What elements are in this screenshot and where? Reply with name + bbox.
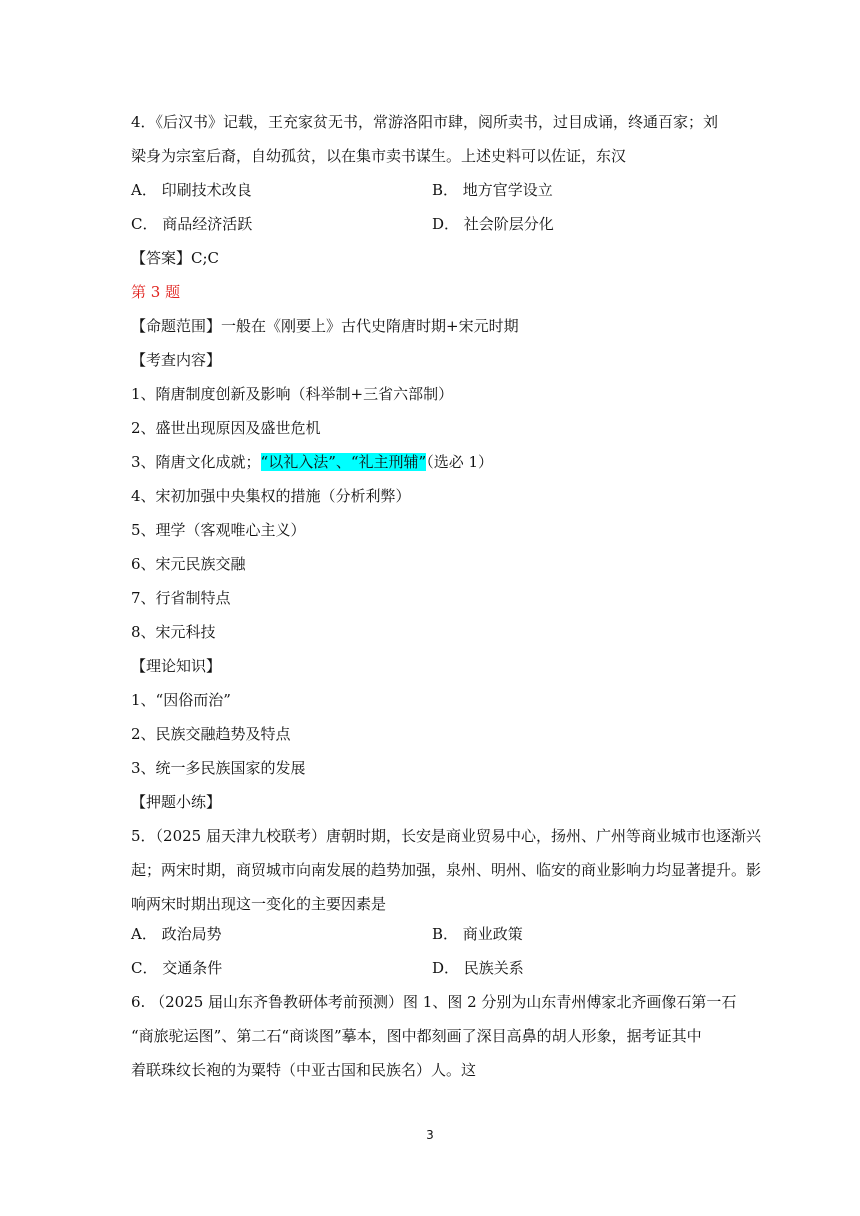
q4-option-c: C． 商品经济活跃: [131, 215, 253, 233]
content-item-1: 1、隋唐制度创新及影响（科举制+三省六部制）: [131, 385, 454, 403]
q5-option-a: A． 政治局势: [131, 925, 222, 943]
content-item-5: 5、理学（客观唯心主义）: [131, 521, 306, 539]
q4-stem-line1: 4．《后汉书》记载，王充家贫无书，常游洛阳市肆，阅所卖书，过目成诵，终通百家；刘: [131, 113, 719, 131]
q5-option-d: D． 民族关系: [432, 959, 524, 977]
q5-option-b: B． 商业政策: [432, 925, 523, 943]
theory-item-1: 1、“因俗而治”: [131, 691, 231, 709]
content-heading: 【考查内容】: [131, 351, 222, 369]
content-item-6: 6、宋元民族交融: [131, 555, 246, 573]
scope-heading: 【命题范围】一般在《刚要上》古代史隋唐时期+宋元时期: [131, 317, 519, 335]
q5-stem-line3: 响两宋时期出现这一变化的主要因素是: [131, 895, 387, 913]
q4-answer: 【答案】C;C: [131, 249, 220, 267]
q5-stem-line2: 起；两宋时期，商贸城市向南发展的趋势加强，泉州、明州、临安的商业影响力均显著提升。影: [131, 861, 762, 879]
q6-stem-line3: 着联珠纹长袍的为粟特（中亚古国和民族名）人。这: [131, 1061, 477, 1079]
practice-heading: 【押题小练】: [131, 793, 222, 811]
section-title: 第 3 题: [131, 283, 181, 301]
content-item-3-highlight: “以礼入法”、“礼主刑辅”: [260, 453, 427, 471]
q6-stem-line2: “商旅驼运图”、第二石“商谈图”摹本，图中都刻画了深目高鼻的胡人形象，据考证其中: [131, 1027, 702, 1045]
q5-stem-line1: 5．（2025 届天津九校联考）唐朝时期，长安是商业贸易中心，扬州、广州等商业城市也逐渐兴: [131, 827, 761, 845]
content-item-3-suffix: （选必 1）: [426, 453, 494, 471]
q4-option-d: D． 社会阶层分化: [432, 215, 554, 233]
q5-option-c: C． 交通条件: [131, 959, 223, 977]
content-item-8: 8、宋元科技: [131, 623, 216, 641]
content-item-3: [131, 452, 493, 472]
theory-item-2: 2、民族交融趋势及特点: [131, 725, 291, 743]
q6-stem-line1: 6. （2025 届山东齐鲁教研体考前预测）图 1、图 2 分别为山东青州傅家北齐画像石第一石: [131, 993, 737, 1011]
content-item-3-prefix: 3、隋唐文化成就；: [131, 453, 261, 471]
content-item-7: 7、行省制特点: [131, 589, 231, 607]
theory-item-3: 3、统一多民族国家的发展: [131, 759, 306, 777]
page-number: 3: [426, 1128, 434, 1142]
q4-option-a: A． 印刷技术改良: [131, 181, 252, 199]
content-item-2: 2、盛世出现原因及盛世危机: [131, 419, 321, 437]
q4-stem-line2: 梁身为宗室后裔，自幼孤贫，以在集市卖书谋生。上述史料可以佐证，东汉: [131, 147, 627, 165]
theory-heading: 【理论知识】: [131, 657, 222, 675]
q4-option-b: B． 地方官学设立: [432, 181, 553, 199]
content-item-4: 4、宋初加强中央集权的措施（分析利弊）: [131, 487, 411, 505]
